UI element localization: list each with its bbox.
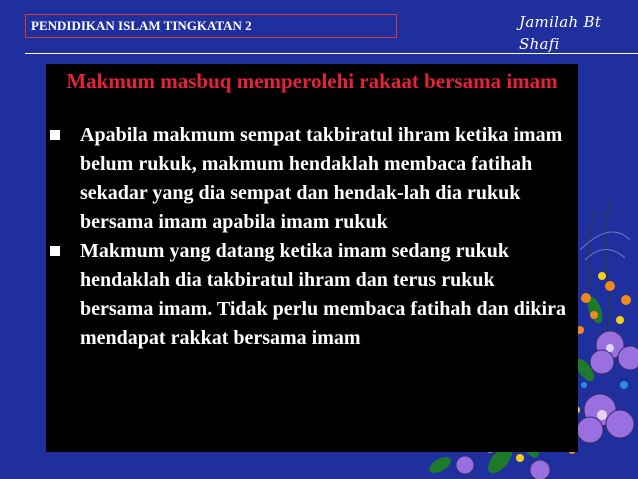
bullet-item bbox=[46, 237, 578, 353]
bullet-text: Apabila makmum sempat takbiratul ihram ketika imam belum rukuk, makmum hendaklah membaca fatihah sekadar yang dia sempat dan hendak-lah dia rukuk bersama imam apabila imam rukuk bbox=[80, 124, 563, 233]
header-course-title: PENDIDIKAN ISLAM TINGKATAN 2 bbox=[25, 14, 397, 38]
bullet-text: Makmum yang datang ketika imam sedang rukuk hendaklah dia takbiratul ihram dan terus rukuk bersama imam. Tidak perlu membaca fatihah dan dikira mendapat rakkat bersama imam bbox=[80, 240, 566, 349]
bullet-item bbox=[46, 121, 578, 237]
square-bullet-icon bbox=[50, 246, 60, 256]
square-bullet-icon bbox=[50, 130, 60, 140]
slide-title: Makmum masbuq memperolehi rakaat bersama imam bbox=[66, 69, 558, 93]
bullet-list bbox=[46, 121, 578, 353]
author-name: Jamilah Bt Shafi bbox=[519, 13, 602, 53]
content-panel bbox=[46, 64, 578, 452]
